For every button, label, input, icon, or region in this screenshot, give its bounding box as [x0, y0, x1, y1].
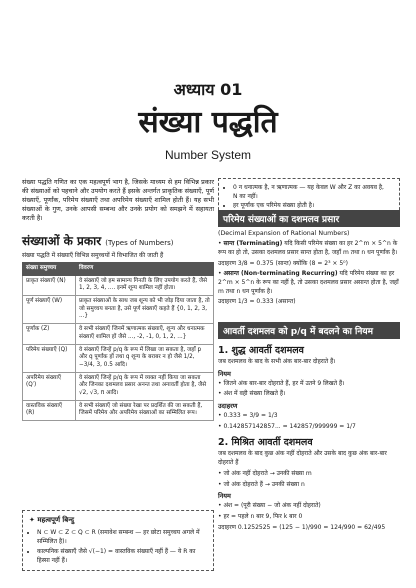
mixed-pre: • जो अंक नहीं दोहराते → उनकी संख्या m	[218, 469, 312, 477]
point-item: • काल्पनिक संख्याएँ जैसे √(−1) = वास्तविक संख्याएँ नहीं हैं — ये R का हिस्सा नहीं हैं।	[37, 547, 207, 565]
point-item: • N ⊂ W ⊂ Z ⊂ Q ⊂ R (समावेश सम्बन्ध — हर छोटा समुच्चय अगले में सम्मिलित है)।	[37, 528, 207, 546]
types-heading: संख्याओं के प्रकार (Types of Numbers)	[22, 234, 174, 248]
number-types-table	[22, 262, 214, 421]
row-name: अपरिमेय संख्याएँ (Q′)	[23, 372, 76, 400]
table-row	[23, 275, 214, 295]
row-name: परिमेय संख्याएँ (Q)	[23, 344, 76, 372]
row-name: प्राकृत संख्याएँ (N)	[23, 275, 76, 295]
row-desc: वे संख्याएँ जिन्हें p/q के रूप में व्यक्त नहीं किया जा सकता और जिनका दशमलव प्रसार अनन्त तथा अनावर्ती होता है, जैसे √2, √3, π आदि।	[76, 372, 214, 400]
mixed-example: उदाहरण 0.1252525 = (125 − 1)/990 = 124/990 = 62/495	[218, 523, 386, 531]
pure-example: • 0.142857142857... = 142857/999999 = 1/7	[218, 422, 356, 430]
mixed-rule: • अंश = (पूरी संख्या − जो अंक नहीं दोहराते)	[218, 502, 321, 510]
conversion-section	[218, 322, 400, 532]
terminating-example: उदाहरण 3/8 = 0.375 (सान्त) क्योंकि (8 = 2³ × 5⁰)	[218, 259, 348, 267]
note-item: • हर पूर्णांक एक परिमेय संख्या होती है।	[233, 201, 393, 210]
chapter-subtitle: Number System	[164, 148, 252, 162]
row-desc: वे संख्याएँ जिन्हें p/q के रूप में लिखा जा सकता है, जहाँ p और q पूर्णांक हों तथा q शून्य के बराबर न हो जैसे 1/2, −3/4, 3, 0.5 आदि।	[76, 344, 214, 372]
intro-paragraph: संख्या पद्धति गणित का एक महत्वपूर्ण भाग है, जिसके माध्यम से हम विभिन्न प्रकार की संख्याओं को पहचाने और उपयोग करते हैं इसके अन्तर्गत प्राकृतिक संख्याएँ, पूर्ण संख्याएँ, पूर्णांक, परिमेय संख्याएँ तथा अपरिमेय संख्याएँ शामिल होती हैं। यह सभी संख्याओं के गुण, उनके आपसी सम्बन्ध और उनके प्रयोग को समझने में सहायता करती है।	[22, 178, 214, 223]
col-head-set: संख्या समुच्चय	[23, 263, 76, 276]
table-header-row	[23, 263, 214, 276]
pure-rule: • अंश में वही संख्या लिखते हैं।	[218, 390, 286, 398]
pure-recurring-heading: 1. शुद्ध आवर्ती दशमलव	[218, 345, 304, 356]
pure-recurring-desc: जब दशमलव के बाद के सभी अंक बार-बार दोहराते हैं।	[218, 358, 336, 365]
nonterminating-text: • असान्त (Non-terminating Recurring) यदि परिमेय संख्या का हर 2^m × 5^n के रूप का नहीं है, तो उसका दशमलव प्रसार असान्त होता है, जहाँ m तथा n धन पूर्णांक है।	[218, 270, 399, 295]
mixed-recurring-desc: जब दशमलव के बाद कुछ अंक नहीं दोहराते और उसके बाद कुछ अंक बार-बार दोहराते हैं	[218, 450, 387, 467]
row-name: वास्तविक संख्याएँ (R)	[23, 400, 76, 420]
conversion-heading: आवर्ती दशमलव को p/q में बदलने का नियम	[218, 322, 400, 339]
chapter-number: अध्याय 01	[173, 80, 243, 99]
col-head-desc: विवरण	[76, 263, 214, 276]
pure-example: • 0.333 = 3/9 = 1/3	[218, 412, 278, 420]
pure-rule: • जितने अंक बार-बार दोहराते हैं, हर में उतने 9 लिखते हैं।	[218, 379, 345, 387]
expansion-heading-en: (Decimal Expansion of Rational Numbers)	[218, 230, 350, 237]
row-name: पूर्णांक (Z)	[23, 324, 76, 344]
row-desc: वे सभी संख्याएँ जो संख्या रेखा पर प्रदर्शित की जा सकती हैं, जिसमें परिमेय और अपरिमेय संख्याओं का सम्मिलित रूप।	[76, 400, 214, 420]
important-points-box	[22, 510, 214, 571]
mixed-pre: • जो अंक दोहराते हैं → उनकी संख्या n	[218, 480, 305, 488]
example-label: उदाहरण	[218, 402, 238, 411]
table-row	[23, 296, 214, 324]
nonterminating-example: उदाहरण 1/3 = 0.333 (असान्त)	[218, 298, 296, 306]
table-row	[23, 400, 214, 420]
chapter-title: संख्या पद्धति	[138, 105, 278, 140]
row-desc: वे संख्याएँ जो हम सामान्य गिनती के लिए उपयोग करते हैं, जैसे 1, 2, 3, 4, .... इनमें शून्य शामिल नहीं होता।	[76, 275, 214, 295]
row-desc: वे सभी संख्याएँ जिनमें ऋणात्मक संख्याएँ, शून्य और धनात्मक संख्याएँ शामिल हों जैसे ..., -2, -1, 0, 1, 2, ...}	[76, 324, 214, 344]
table-row	[23, 344, 214, 372]
rule-label: नियम	[218, 492, 231, 501]
types-caption: संख्या पद्धति में संख्याएँ विभिन्न समुच्चयों में विभाजित की जाती हैं	[22, 252, 164, 259]
expansion-heading: परिमेय संख्याओं का दशमलव प्रसार	[218, 210, 400, 227]
table-row	[23, 324, 214, 344]
expansion-section	[218, 210, 400, 307]
row-name: पूर्ण संख्याएँ (W)	[23, 296, 76, 324]
mixed-rule: • हर = पहले n बार 9, फिर k बार 0	[218, 512, 303, 520]
types-section	[22, 232, 214, 421]
terminating-text: • सान्त (Terminating) यदि किसी परिमेय संख्या का हर 2^m × 5^n के रूप का हो तो, उसका दशमलव प्रसार सान्त होता है, जहाँ m तथा n धन पूर्णांक है।	[218, 240, 398, 256]
note-item: N का नहीं।	[233, 193, 258, 200]
row-desc: प्राकृत संख्याओं के साथ जब शून्य को भी जोड़ दिया जाता है, तो जो समुच्चय बनता है, उसे पूर्ण संख्याएँ कहते हैं {0, 1, 2, 3, ...}	[76, 296, 214, 324]
mixed-recurring-heading: 2. मिश्रित आवर्ती दशमलव	[218, 437, 313, 449]
note-item: • 0 न धनात्मक है, न ऋणात्मक — यह केवल W और Z का अवयव है,	[233, 183, 393, 192]
table-row	[23, 372, 214, 400]
important-points-heading: ✦ महत्वपूर्ण बिन्दु	[29, 516, 75, 524]
pin-icon: ✦	[29, 516, 35, 524]
rule-label: नियम	[218, 369, 231, 378]
